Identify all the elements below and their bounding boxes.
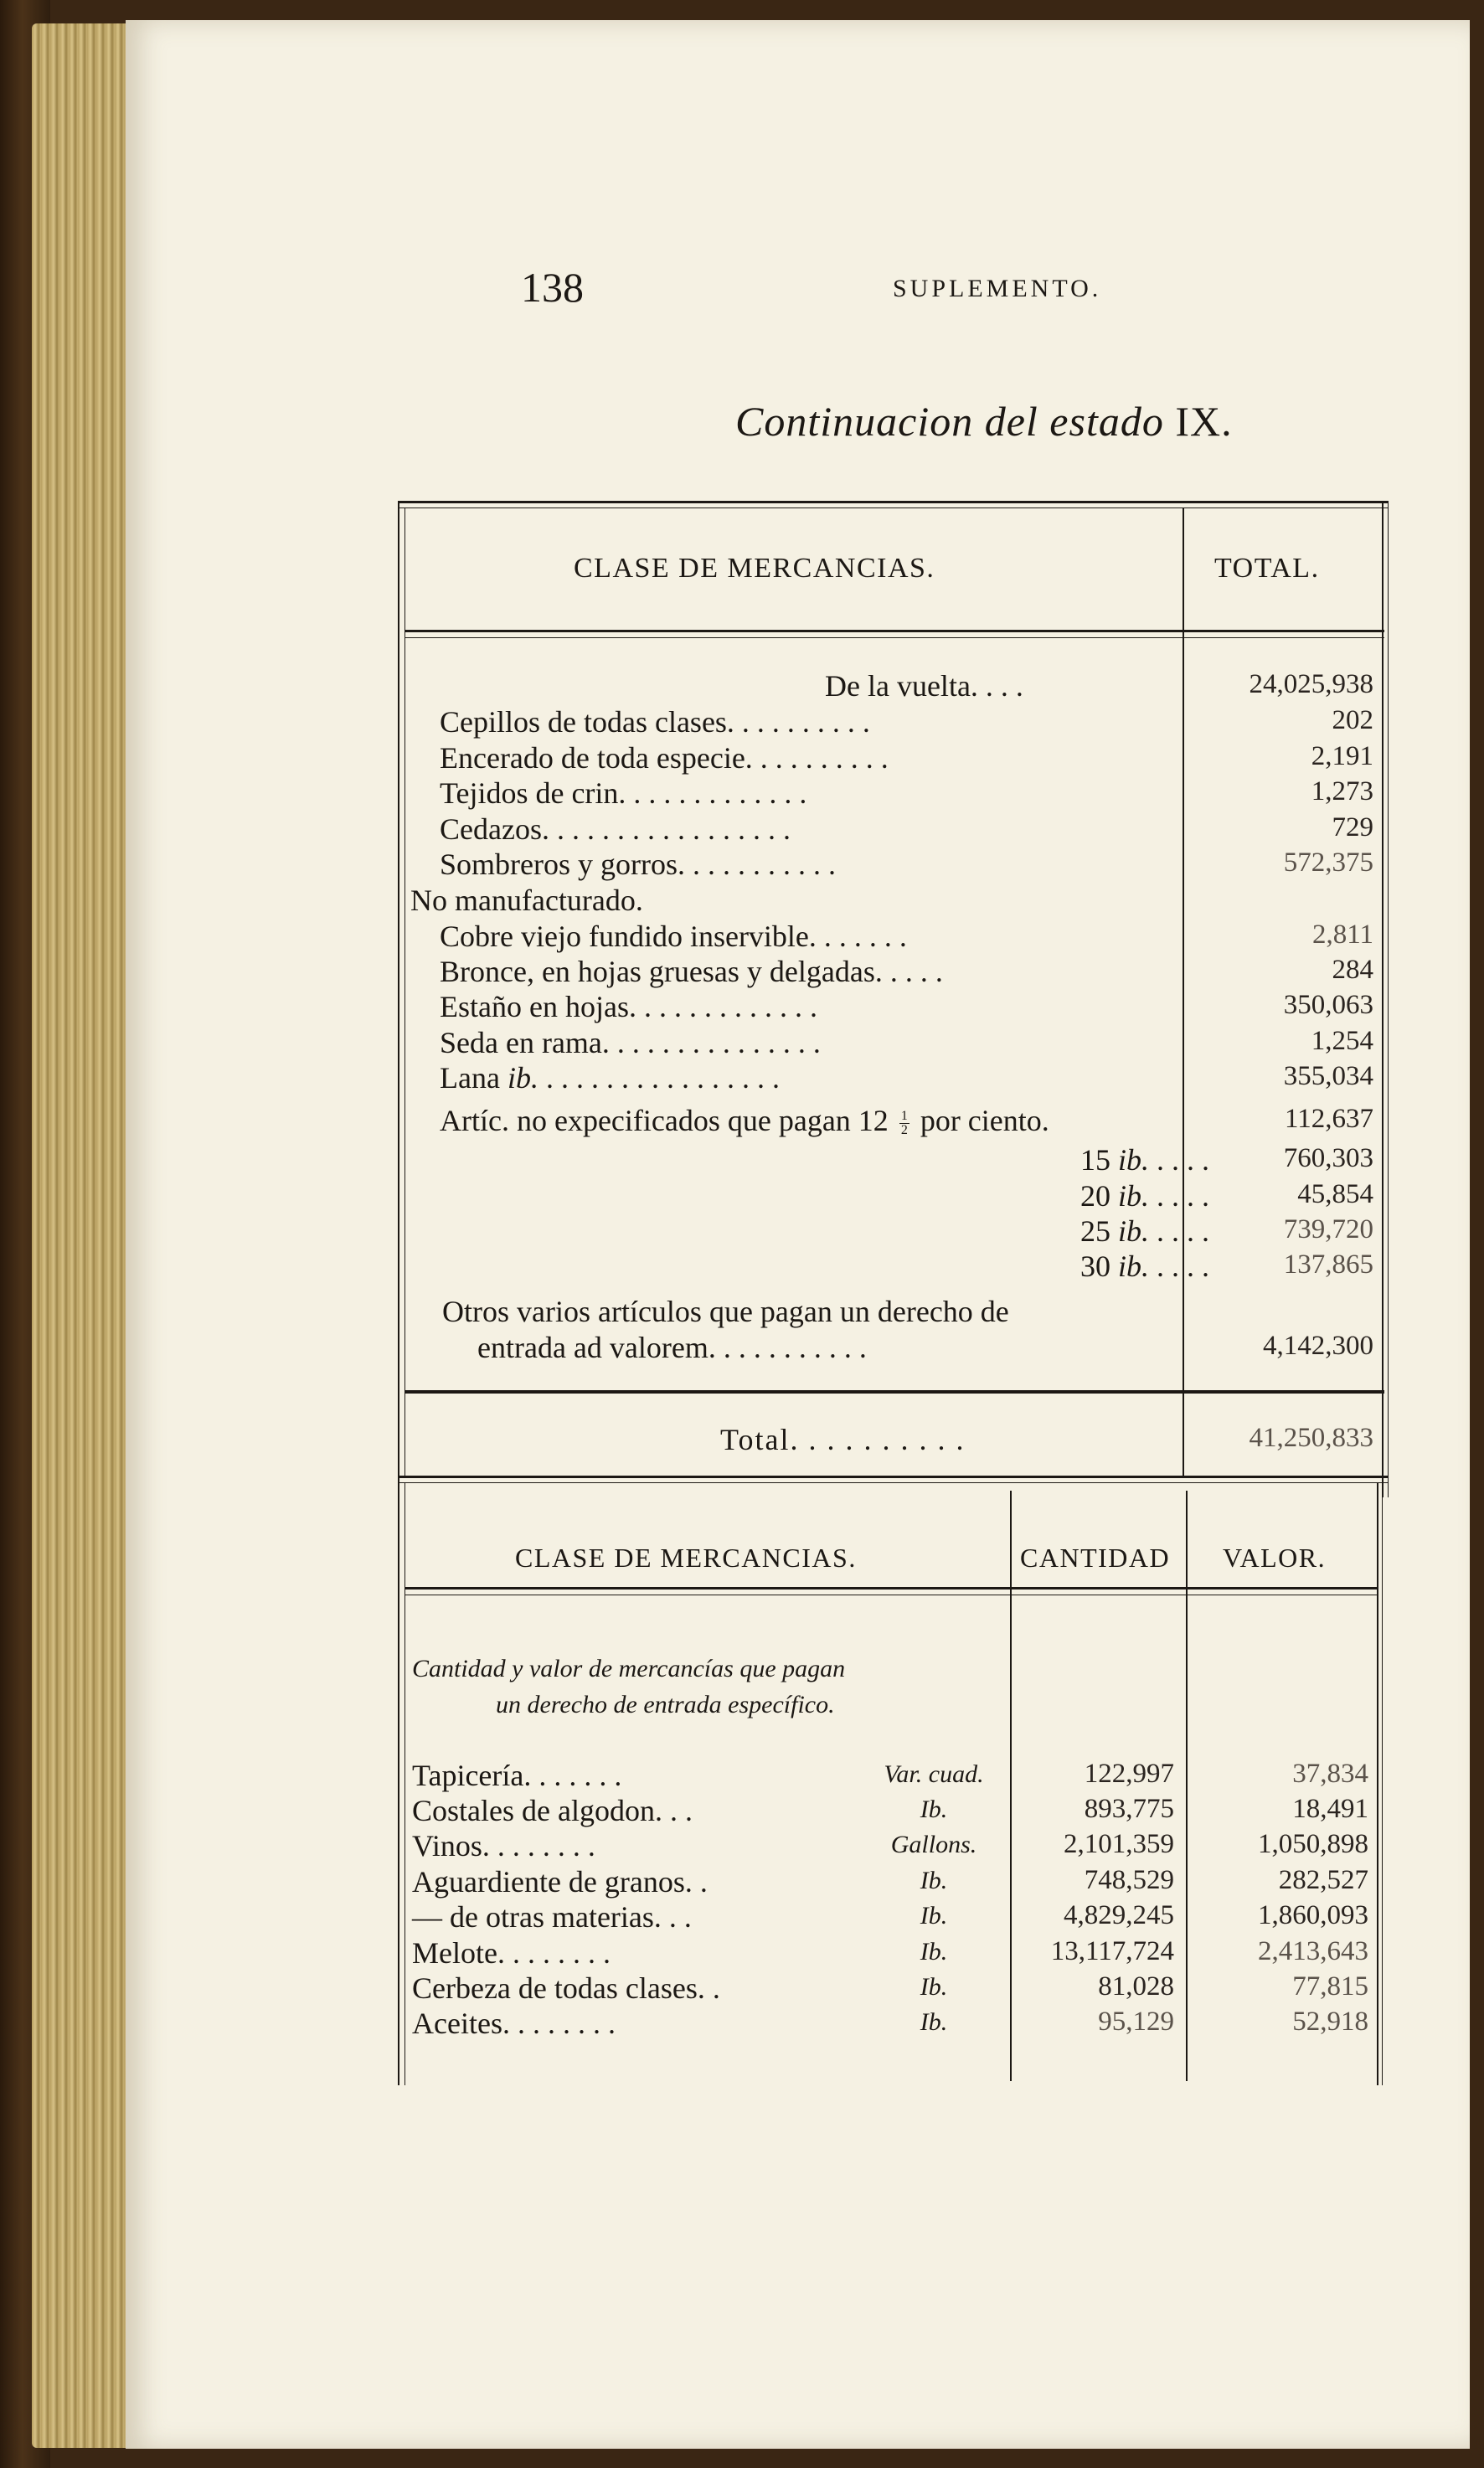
row-qty: 95,129 [1098,2007,1174,2037]
otros-line-1: Otros varios artículos que pagan un derecho de [442,1295,1009,1328]
row-qty: 4,829,245 [1064,1900,1174,1930]
row-label: Lana ib. . . . . . . . . . . . . . . . . [440,1061,780,1095]
row-value: 2,413,643 [1258,1936,1368,1966]
row-value: 2,811 [1311,920,1373,950]
row-unit: Ib. [920,2008,948,2036]
header-clase: CLASE DE MERCANCIAS. [574,553,935,584]
page-number: 138 [521,264,584,311]
row-value: 572,375 [1283,848,1373,878]
row-label: Melote. . . . . . . . [412,1936,611,1970]
row-qty: 748,529 [1084,1865,1174,1895]
row-unit: Ib. [920,1938,948,1966]
row-value: 4,142,300 [1263,1331,1373,1361]
row-value: 137,865 [1283,1249,1373,1280]
row-unit: Var. cuad. [884,1760,984,1788]
row-value: 1,860,093 [1258,1900,1368,1930]
row-label: Seda en rama. . . . . . . . . . . . . . . [440,1026,821,1059]
row-value: 282,527 [1278,1865,1368,1895]
rate-row: 20 ib. . . . . [1080,1179,1210,1213]
row-value: 739,720 [1283,1214,1373,1244]
row-label: Sombreros y gorros. . . . . . . . . . . [440,848,836,881]
row-label: Vinos. . . . . . . . [412,1829,595,1863]
row-label: Encerado de toda especie. . . . . . . . . . [440,741,889,775]
row-label: — de otras materias. . . [412,1900,692,1934]
row-label: Bronce, en hojas gruesas y delgadas. . . . . [440,955,943,988]
row-label: Estaño en hojas. . . . . . . . . . . . . [440,990,817,1023]
carry-value: 24,025,938 [1249,669,1373,699]
row-value: 202 [1332,705,1373,735]
book-page [126,20,1470,2449]
row-value: 284 [1332,955,1373,985]
header-total: TOTAL. [1214,553,1320,584]
header-cantidad: CANTIDAD [1020,1543,1171,1573]
row-unit: Ib. [920,1902,948,1930]
row-label: Cobre viejo fundido inservible. . . . . . . [440,920,907,953]
otros-line-2: entrada ad valorem. . . . . . . . . . . [477,1331,867,1364]
row-value: 18,491 [1292,1794,1368,1824]
carry-label: De la vuelta. . . . [825,669,1023,703]
row-label: Aceites. . . . . . . . [412,2007,616,2040]
note-line-2: un derecho de entrada específico. [496,1691,835,1718]
row-unit: Ib. [920,1973,948,2001]
row-label: Aguardiente de granos. . [412,1865,708,1899]
row-value: 45,854 [1297,1179,1373,1209]
rate-row: 15 ib. . . . . [1080,1143,1210,1177]
row-qty: 81,028 [1098,1971,1174,2002]
total-value: 41,250,833 [1249,1423,1373,1453]
total-label: Total. . . . . . . . . . [720,1423,966,1456]
row-value: 760,303 [1283,1143,1373,1173]
header-valor: VALOR. [1223,1543,1327,1573]
row-value: 1,254 [1311,1026,1373,1056]
running-head: SUPLEMENTO. [893,275,1102,302]
row-unit: Ib. [920,1796,948,1823]
row-value: 77,815 [1292,1971,1368,2002]
row-label: Tejidos de crin. . . . . . . . . . . . . [440,776,807,810]
row-label: Cedazos. . . . . . . . . . . . . . . . . [440,812,791,846]
row-qty: 13,117,724 [1050,1936,1174,1966]
row-unit: Gallons. [890,1831,977,1858]
row-value: 350,063 [1283,990,1373,1020]
row-value: 52,918 [1292,2007,1368,2037]
row-value: 2,191 [1311,741,1373,771]
row-qty: 122,997 [1084,1759,1174,1789]
row-label: Cepillos de todas clases. . . . . . . . . . [440,705,870,739]
page-title [735,397,1233,446]
row-value: 729 [1332,812,1373,842]
row-value: 1,273 [1311,776,1373,806]
header-clase-2: CLASE DE MERCANCIAS. [515,1543,857,1573]
title-numeral: IX. [1175,398,1233,445]
row-value: 37,834 [1292,1759,1368,1789]
title-text: Continuacion del estado [735,398,1164,445]
section-heading: No manufacturado. [410,884,643,917]
row-qty: 893,775 [1084,1794,1174,1824]
row-value: 112,637 [1284,1104,1373,1134]
gilt-page-edges [32,23,131,2448]
note-line-1: Cantidad y valor de mercancías que pagan [412,1655,846,1682]
row-label: Costales de algodon. . . [412,1794,693,1827]
rate-row: 30 ib. . . . . [1080,1249,1210,1283]
row-unit: Ib. [920,1867,948,1894]
row-value: 1,050,898 [1258,1829,1368,1859]
row-value: 355,034 [1283,1061,1373,1091]
row-qty: 2,101,359 [1064,1829,1174,1859]
row-label: Tapicería. . . . . . . [412,1759,622,1792]
artic-label: Artíc. no expecificados que pagan 12 $\frac{1}{2}$ por ciento. [440,1104,1049,1138]
row-label: Cerbeza de todas clases. . [412,1971,720,2005]
rate-row: 25 ib. . . . . [1080,1214,1210,1248]
